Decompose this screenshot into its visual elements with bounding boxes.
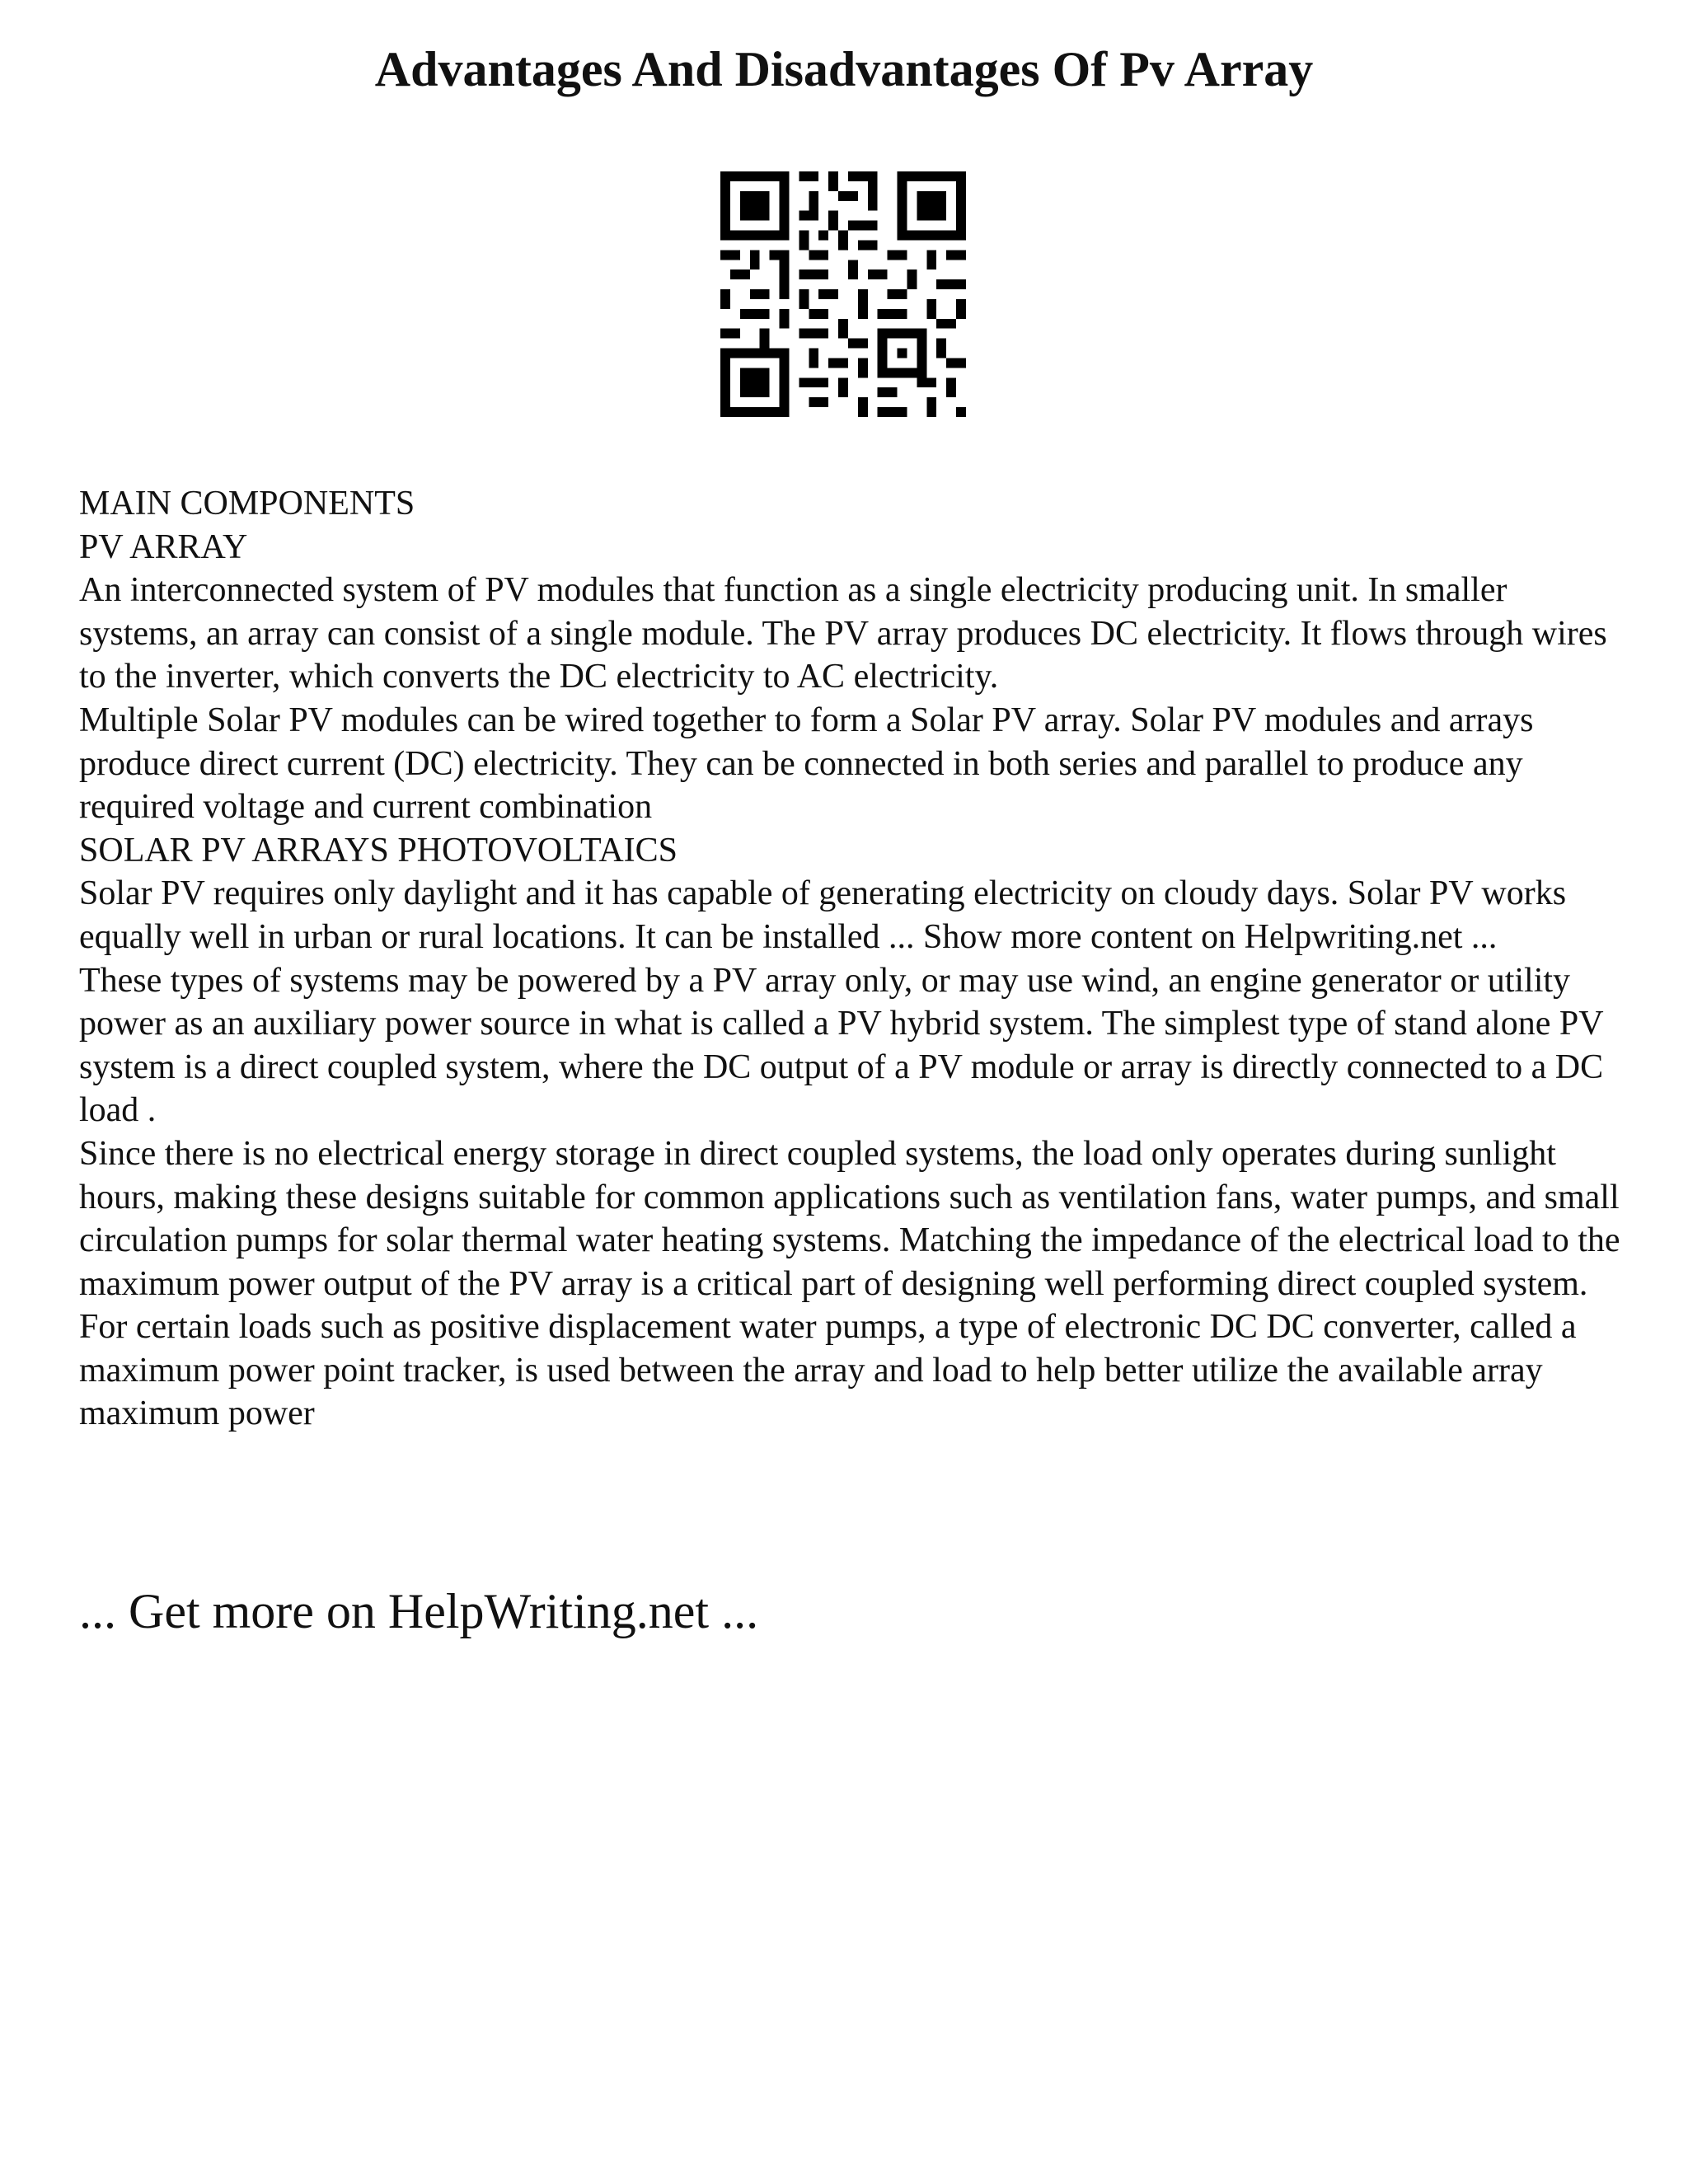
paragraph: For certain loads such as positive displacement water pumps, a type of electronic DC DC converter, called a maximum power point tracker, is used between the array and load to help better utilize the available array maximum power: [79, 1308, 1577, 1433]
section-heading-pv-array: PV ARRAY: [79, 527, 248, 566]
section-heading-main-components: MAIN COMPONENTS: [79, 485, 415, 523]
get-more-link[interactable]: ... Get more on HelpWriting.net ...: [79, 1584, 759, 1638]
article-body: [79, 482, 1629, 1436]
paragraph: Since there is no electrical energy storage in direct coupled systems, the load only operates during sunlight hours, making these designs suitable for common applications such as ventilation fans, water pumps, and small circulation pumps for solar thermal water heating systems. Matching the impedance of the electrical load to the maximum power output of the PV array is a critical part of designing well performing direct coupled system.: [79, 1134, 1620, 1303]
paragraph: An interconnected system of PV modules that function as a single electricity producing unit. In smaller systems, an array can consist of a single module. The PV array produces DC electricity. It flows through wires to the inverter, which converts the DC electricity to AC electricity.: [79, 571, 1607, 696]
paragraph: Solar PV requires only daylight and it has capable of generating electricity on cloudy days. Solar PV works equally well in urban or rural locations. It can be installed ... Show more content on Helpwriting.net ...: [79, 874, 1567, 956]
page-title: Advantages And Disadvantages Of Pv Array: [374, 42, 1314, 96]
section-heading-solar-pv-arrays: SOLAR PV ARRAYS PHOTOVOLTAICS: [79, 831, 678, 869]
paragraph: Multiple Solar PV modules can be wired together to form a Solar PV array. Solar PV modules and arrays produce direct current (DC) electricity. They can be connected in both series and parallel to produce any required voltage and current combination: [79, 701, 1534, 827]
qr-code-icon: [720, 171, 966, 417]
paragraph: These types of systems may be powered by a PV array only, or may use wind, an engine generator or utility power as an auxiliary power source in what is called a PV hybrid system. The simplest type of stand alone PV system is a direct coupled system, where the DC output of a PV module or array is directly connected to a DC load .: [79, 961, 1604, 1130]
